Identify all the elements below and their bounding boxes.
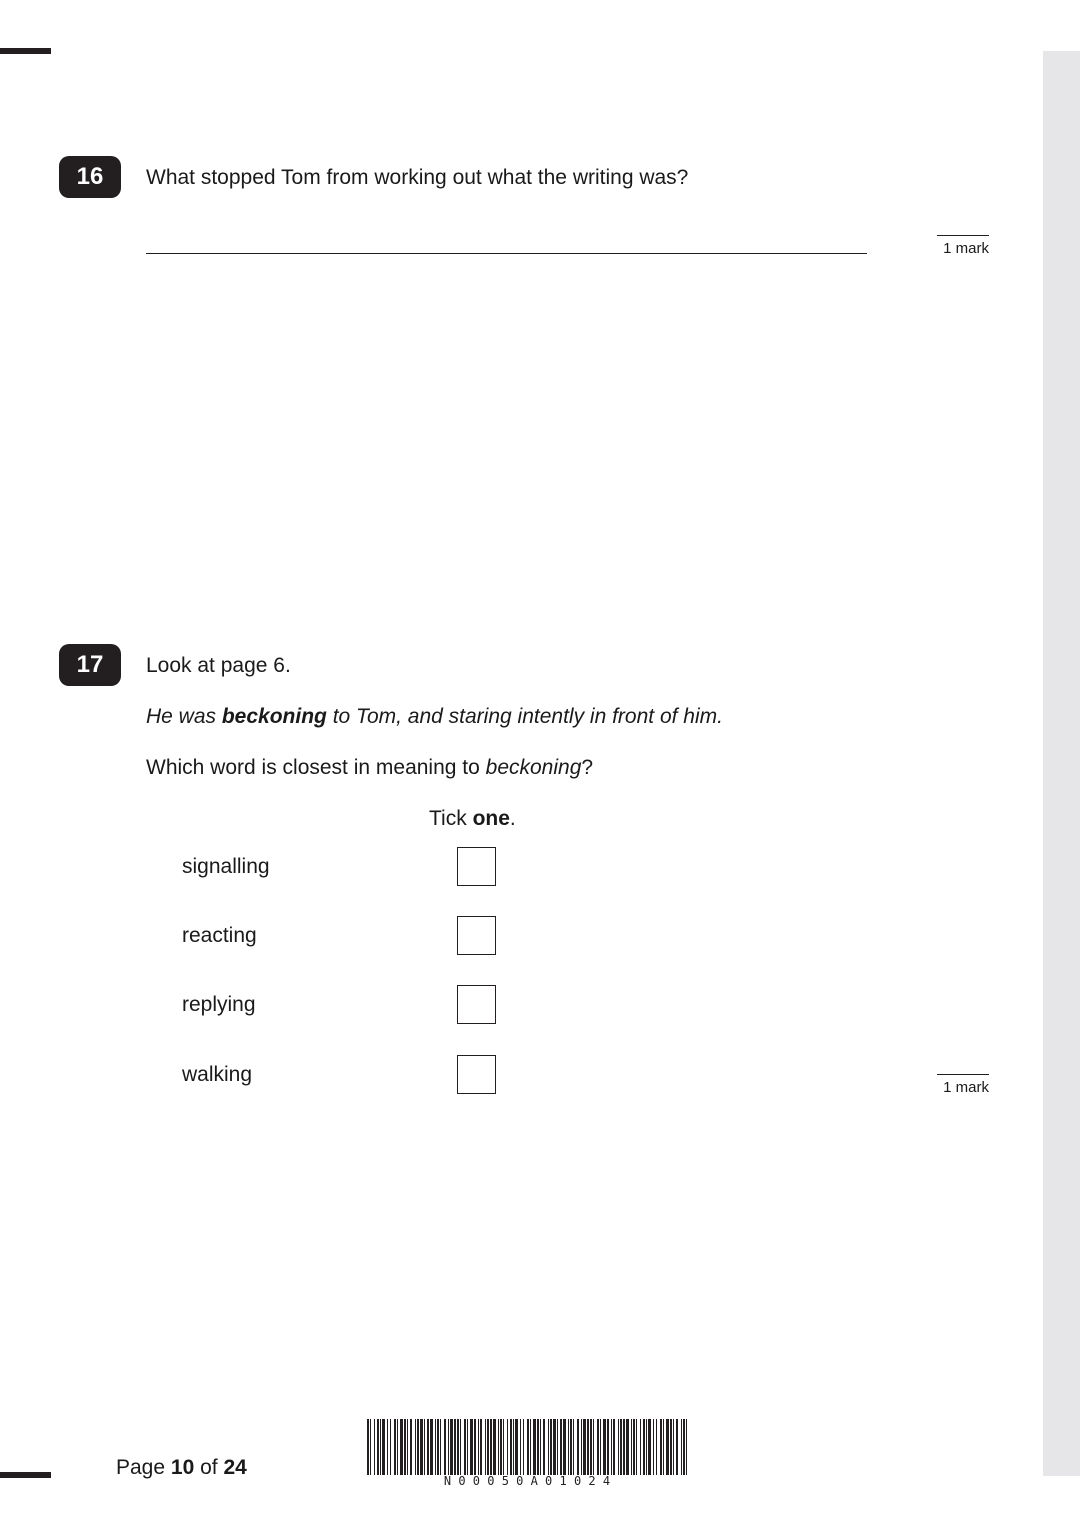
barcode-bar	[377, 1419, 379, 1475]
barcode-bar	[410, 1419, 412, 1475]
barcode-bar	[415, 1419, 416, 1475]
barcode-bar	[450, 1419, 453, 1475]
barcode-bar	[533, 1419, 536, 1475]
barcode-bar	[666, 1419, 669, 1475]
barcode-bar	[577, 1419, 579, 1475]
barcode-bar	[480, 1419, 482, 1475]
barcode-bar	[420, 1419, 423, 1475]
tick-instruction	[429, 806, 516, 832]
quote-keyword: beckoning	[221, 705, 327, 728]
barcode-bar	[397, 1419, 398, 1475]
tick-pre: Tick	[429, 807, 473, 830]
barcode-bar	[660, 1419, 662, 1475]
barcode-bar	[681, 1419, 682, 1475]
barcode-bar	[557, 1419, 558, 1475]
barcode-bar	[553, 1419, 556, 1475]
barcode-bar	[568, 1419, 569, 1475]
barcode-bar	[593, 1419, 594, 1475]
barcode-bar	[485, 1419, 486, 1475]
barcode-bar	[390, 1419, 391, 1475]
barcode-bar	[583, 1419, 586, 1475]
barcode-bar	[540, 1419, 541, 1475]
barcode-bar	[448, 1419, 449, 1475]
barcode-bar	[440, 1419, 441, 1475]
tickbox-replying[interactable]	[457, 985, 496, 1024]
question-16-mark	[937, 235, 989, 258]
barcode-bar	[367, 1419, 369, 1475]
barcode-bar	[523, 1419, 524, 1475]
quote-pre: He was	[146, 705, 222, 728]
barcode-bar	[370, 1419, 371, 1475]
mark-rule	[937, 1074, 989, 1075]
mark-rule	[937, 235, 989, 236]
barcode-bar	[613, 1419, 615, 1475]
barcode-bar	[454, 1419, 456, 1475]
barcode-bar	[573, 1419, 574, 1475]
barcode-bar	[474, 1419, 476, 1475]
option-label-walking: walking	[182, 1063, 253, 1086]
barcode-bar	[570, 1419, 572, 1475]
barcode-bar	[683, 1419, 685, 1475]
barcode-bars	[367, 1419, 687, 1475]
side-margin-strip	[1043, 51, 1080, 1476]
mark-label: 1 mark	[943, 1079, 989, 1096]
barcode-bar	[670, 1419, 672, 1475]
barcode-bar	[636, 1419, 637, 1475]
barcode-bar	[387, 1419, 388, 1475]
tick-bold: one	[472, 807, 510, 830]
question-16-text: What stopped Tom from working out what the writing was?	[146, 166, 689, 189]
question-17-instruction: Look at page 6.	[146, 654, 291, 677]
barcode-bar	[653, 1419, 654, 1475]
tick-post: .	[509, 807, 516, 830]
barcode-bar	[500, 1419, 502, 1475]
barcode-bar	[643, 1419, 645, 1475]
barcode-bar	[374, 1419, 375, 1475]
question-17-text	[146, 755, 593, 781]
barcode-bar	[611, 1419, 612, 1475]
question-post: ?	[581, 756, 594, 779]
barcode-bar	[417, 1419, 419, 1475]
option-label-signalling: signalling	[182, 855, 270, 878]
tickbox-walking[interactable]	[457, 1055, 496, 1094]
barcode-bar	[515, 1419, 518, 1475]
barcode-bar	[498, 1419, 499, 1475]
barcode-bar	[560, 1419, 562, 1475]
barcode-bar	[597, 1419, 599, 1475]
barcode-bar	[603, 1419, 606, 1475]
page-total: 24	[223, 1456, 247, 1479]
quote-post: to Tom, and staring intently in front of him.	[326, 705, 723, 728]
barcode-bar	[548, 1419, 549, 1475]
crop-mark-top	[0, 48, 51, 54]
barcode-bar	[382, 1419, 385, 1475]
barcode-bar	[404, 1419, 406, 1475]
barcode-bar	[427, 1419, 429, 1475]
barcode-bar	[623, 1419, 625, 1475]
question-17-quote	[146, 704, 723, 730]
page-pre: Page	[116, 1456, 171, 1479]
barcode-bar	[464, 1419, 466, 1475]
barcode-bar	[424, 1419, 425, 1475]
barcode-bar	[493, 1419, 496, 1475]
barcode-bar	[648, 1419, 651, 1475]
barcode-bar	[490, 1419, 492, 1475]
barcode-bar	[640, 1419, 641, 1475]
barcode-bar	[550, 1419, 552, 1475]
crop-mark-bottom	[0, 1472, 51, 1478]
barcode-bar	[581, 1419, 582, 1475]
barcode-bar	[394, 1419, 396, 1475]
barcode-bar	[607, 1419, 609, 1475]
barcode-bar	[430, 1419, 433, 1475]
question-16-answer-line[interactable]	[146, 253, 867, 254]
question-pre: Which word is closest in meaning to	[146, 756, 486, 779]
tickbox-reacting[interactable]	[457, 916, 496, 955]
barcode-bar	[507, 1419, 508, 1475]
page-current: 10	[170, 1456, 195, 1479]
barcode-bar	[656, 1419, 657, 1475]
barcode-bar	[467, 1419, 468, 1475]
barcode-text: N 0 0 0 5 0 A 0 1 0 2 4	[443, 1474, 611, 1487]
barcode-bar	[530, 1419, 531, 1475]
question-keyword: beckoning	[485, 756, 582, 779]
barcode-bar	[487, 1419, 489, 1475]
mark-label: 1 mark	[943, 240, 989, 257]
barcode-bar	[513, 1419, 514, 1475]
barcode-bar	[600, 1419, 601, 1475]
page-mid: of	[194, 1456, 224, 1479]
barcode-bar	[400, 1419, 403, 1475]
barcode-bar	[587, 1419, 589, 1475]
barcode-bar	[457, 1419, 459, 1475]
barcode-bar	[646, 1419, 647, 1475]
barcode-bar	[618, 1419, 619, 1475]
barcode-bar	[633, 1419, 635, 1475]
question-17-number: 17	[59, 644, 121, 686]
barcode-bar	[537, 1419, 539, 1475]
barcode-bar	[676, 1419, 678, 1475]
barcode-bar	[663, 1419, 664, 1475]
barcode-bar	[435, 1419, 436, 1475]
question-16-number: 16	[59, 156, 121, 198]
barcode-bar	[686, 1419, 687, 1475]
barcode-bar	[620, 1419, 622, 1475]
tickbox-signalling[interactable]	[457, 847, 496, 886]
barcode-bar	[590, 1419, 592, 1475]
barcode-bar	[510, 1419, 512, 1475]
barcode-bar	[673, 1419, 674, 1475]
barcode-bar	[626, 1419, 629, 1475]
barcode	[367, 1419, 687, 1487]
barcode-bar	[527, 1419, 529, 1475]
barcode-bar	[503, 1419, 504, 1475]
barcode-bar	[478, 1419, 479, 1475]
barcode-bar	[460, 1419, 461, 1475]
page-number	[116, 1455, 247, 1481]
option-label-replying: replying	[182, 993, 256, 1016]
barcode-bar	[444, 1419, 446, 1475]
barcode-bar	[380, 1419, 381, 1475]
barcode-bar	[470, 1419, 473, 1475]
barcode-bar	[563, 1419, 566, 1475]
option-label-reacting: reacting	[182, 924, 257, 947]
question-17-mark	[937, 1074, 989, 1097]
barcode-bar	[543, 1419, 545, 1475]
barcode-bar	[437, 1419, 439, 1475]
barcode-bar	[520, 1419, 521, 1475]
barcode-bar	[631, 1419, 632, 1475]
barcode-bar	[407, 1419, 408, 1475]
